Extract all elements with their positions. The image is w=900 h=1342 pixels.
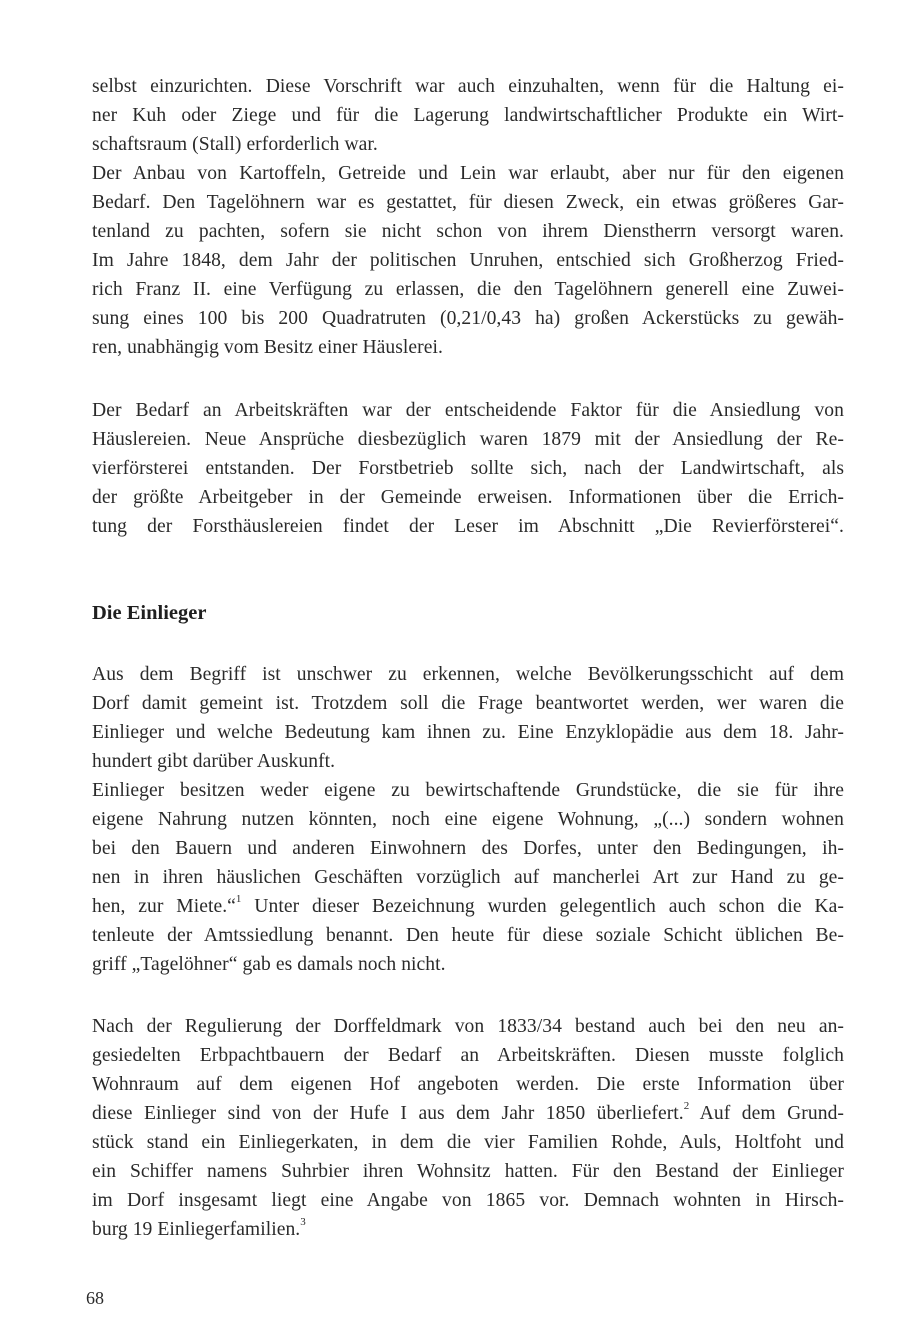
text-line: bei den Bauern und anderen Einwohnern des Dorfes, unter den Bedingungen, ih- — [92, 838, 844, 859]
text-line: tung der Forsthäuslereien findet der Leser im Abschnitt „Die Revierförsterei“. — [92, 516, 844, 537]
paragraph-arbeitskraefte — [92, 396, 844, 541]
text-line-with-footnote — [92, 1099, 844, 1128]
text-line: Im Jahre 1848, dem Jahr der politischen Unruhen, entschied sich Großherzog Fried- — [92, 250, 844, 271]
text-line: im Dorf insgesamt liegt eine Angabe von 1865 vor. Demnach wohnten in Hirsch- — [92, 1190, 844, 1211]
text-line: stück stand ein Einliegerkaten, in dem die vier Familien Rohde, Auls, Holtfoht und — [92, 1132, 844, 1153]
text-line: rich Franz II. eine Verfügung zu erlassen, die den Tagelöhnern generell eine Zuwei- — [92, 279, 844, 300]
text-line: hundert gibt darüber Auskunft. — [92, 751, 336, 772]
text-line-with-footnote — [92, 892, 844, 921]
text-line: Wohnraum auf dem eigenen Hof angeboten werden. Die erste Information über — [92, 1074, 844, 1095]
text-line: vierförsterei entstanden. Der Forstbetrieb sollte sich, nach der Landwirtschaft, als — [92, 458, 844, 479]
text-line: der größte Arbeitgeber in der Gemeinde erweisen. Informationen über die Errich- — [92, 487, 844, 508]
text-line: eigene Nahrung nutzen könnten, noch eine eigene Wohnung, „(...) sondern wohnen — [92, 809, 844, 830]
text-line: Einlieger und welche Bedeutung kam ihnen zu. Eine Enzyklopädie aus dem 18. Jahr- — [92, 722, 844, 743]
text-line: Einlieger besitzen weder eigene zu bewirtschaftende Grundstücke, die sie für ihre — [92, 780, 844, 801]
text-line: ner Kuh oder Ziege und für die Lagerung landwirtschaftlicher Produkte ein Wirt- — [92, 105, 844, 126]
text-line: Bedarf. Den Tagelöhnern war es gestattet, für diesen Zweck, ein etwas größeres Gar- — [92, 192, 844, 213]
text-fragment: hen, zur Miete.“ — [92, 896, 236, 917]
paragraph-tageloehner — [92, 72, 844, 362]
text-line: ren, unabhängig vom Besitz einer Häuslerei. — [92, 337, 443, 358]
paragraph-einlieger-hufe — [92, 1012, 844, 1244]
paragraph-einlieger-definition — [92, 660, 844, 979]
text-fragment: Unter dieser Bezeichnung wurden gelegentlich auch schon die Ka- — [241, 896, 845, 917]
text-line: Der Anbau von Kartoffeln, Getreide und Lein war erlaubt, aber nur für den eigenen — [92, 163, 844, 184]
section-heading: Die Einlieger — [92, 602, 207, 624]
footnote-marker: 1 — [235, 893, 242, 906]
text-line: tenland zu pachten, sofern sie nicht schon von ihrem Dienstherrn versorgt waren. — [92, 221, 844, 242]
text-line: ein Schiffer namens Suhrbier ihren Wohnsitz hatten. Für den Bestand der Einlieger — [92, 1161, 844, 1182]
text-line: nen in ihren häuslichen Geschäften vorzüglich auf mancherlei Art zur Hand zu ge- — [92, 867, 844, 888]
text-line: Häuslereien. Neue Ansprüche diesbezüglich waren 1879 mit der Ansiedlung der Re- — [92, 429, 844, 450]
text-line: Dorf damit gemeint ist. Trotzdem soll die Frage beantwortet werden, wer waren die — [92, 693, 844, 714]
footnote-marker: 3 — [300, 1216, 306, 1229]
text-line: tenleute der Amtssiedlung benannt. Den heute für diese soziale Schicht üblichen Be- — [92, 925, 844, 946]
text-line: Der Bedarf an Arbeitskräften war der entscheidende Faktor für die Ansiedlung von — [92, 400, 844, 421]
text-line: Aus dem Begriff ist unschwer zu erkennen, welche Bevölkerungsschicht auf dem — [92, 664, 844, 685]
text-line: Nach der Regulierung der Dorffeldmark von 1833/34 bestand auch bei den neu an- — [92, 1016, 844, 1037]
page-number: 68 — [86, 1288, 104, 1308]
footnote-marker: 2 — [683, 1100, 690, 1113]
text-fragment: diese Einlieger sind von der Hufe I aus dem Jahr 1850 überliefert. — [92, 1103, 684, 1124]
text-line-with-footnote — [92, 1215, 844, 1244]
text-line: sung eines 100 bis 200 Quadratruten (0,21/0,43 ha) großen Ackerstücks zu gewäh- — [92, 308, 844, 329]
text-line: selbst einzurichten. Diese Vorschrift war auch einzuhalten, wenn für die Haltung ei- — [92, 76, 844, 97]
text-fragment: Auf dem Grund- — [689, 1103, 844, 1124]
text-fragment: burg 19 Einliegerfamilien. — [92, 1219, 301, 1240]
text-line: griff „Tagelöhner“ gab es damals noch nicht. — [92, 954, 446, 975]
text-line: schaftsraum (Stall) erforderlich war. — [92, 134, 378, 155]
text-line: gesiedelten Erbpachtbauern der Bedarf an Arbeitskräften. Diesen musste folglich — [92, 1045, 844, 1066]
